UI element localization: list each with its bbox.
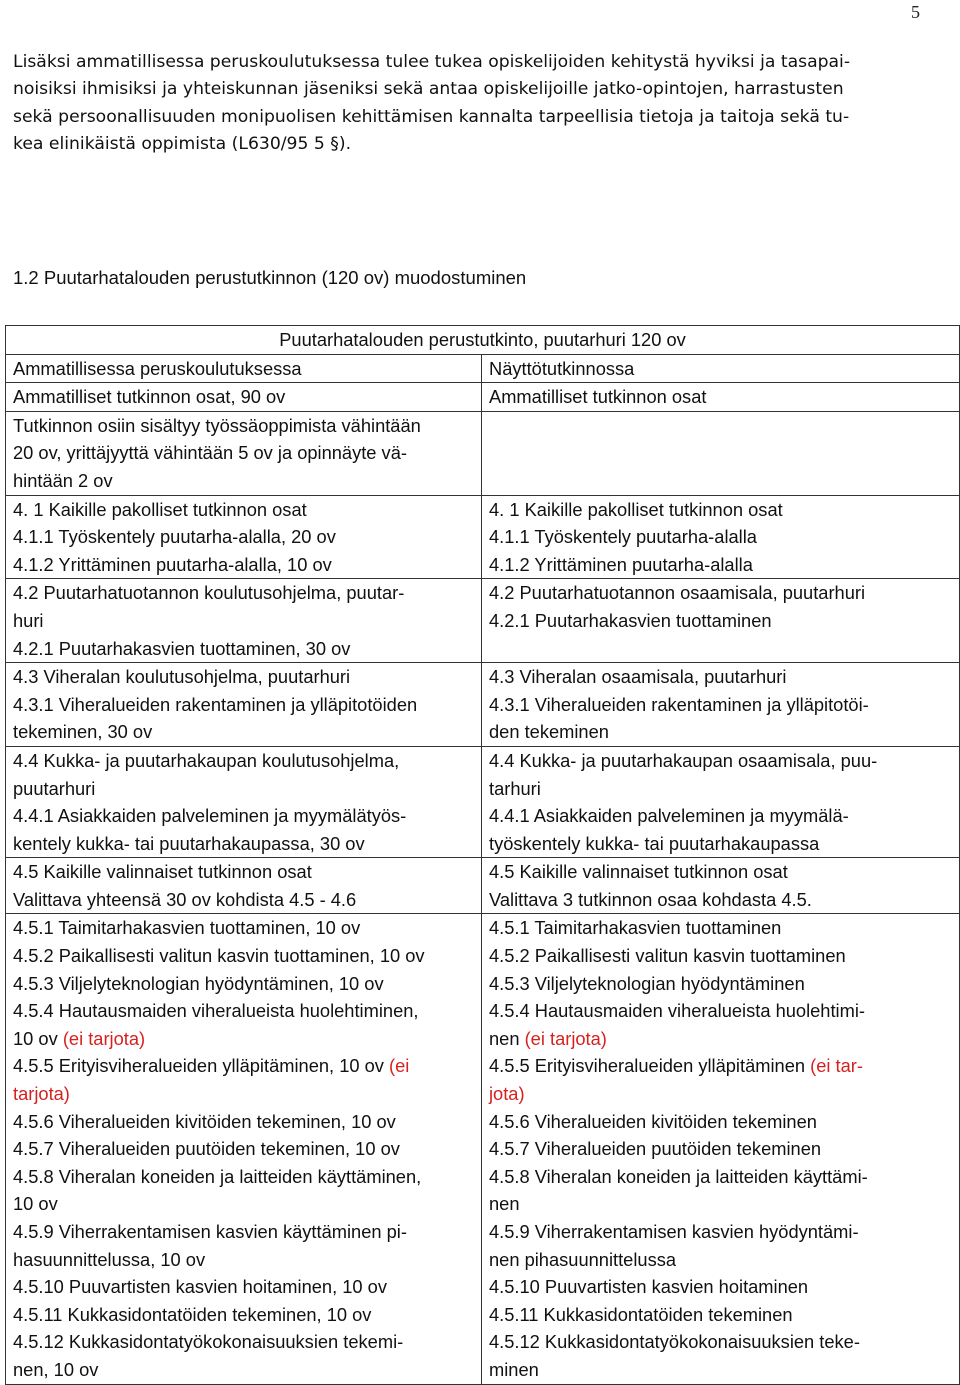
cell-text: 4.5.11 Kukkasidontatöiden tekeminen (489, 1303, 793, 1325)
cell-line (13, 970, 474, 998)
not-offered-note: (ei tarjota) (62, 1027, 146, 1049)
cell-text: Tutkinnon osiin sisältyy työssäoppimista vähintään (13, 414, 421, 436)
cell-line (489, 1052, 952, 1080)
cell-text: 4.5.11 Kukkasidontatöiden tekeminen, 10 ov (13, 1303, 372, 1325)
cell-text: 4.5.3 Viljelyteknologian hyödyntäminen, 10 ov (13, 972, 384, 994)
page-number: 5 (911, 2, 920, 22)
cell-line (13, 1080, 474, 1108)
cell-line (489, 1218, 952, 1246)
cell-line (489, 802, 952, 830)
cell-line (13, 663, 474, 691)
cell-text: 4.1.1 Työskentely puutarha-alalla, 20 ov (13, 526, 336, 548)
cell-text: 4.3.1 Viheralueiden rakentaminen ja ylläpitotöiden (13, 693, 418, 715)
cell-text: Valittava 3 tutkinnon osaa kohdasta 4.5. (489, 888, 812, 910)
qualification-table (5, 325, 960, 1385)
cell-line (13, 997, 474, 1025)
cell-line (489, 718, 952, 746)
cell-text: 4. 1 Kaikille pakolliset tutkinnon osat (489, 498, 783, 520)
cell-line (13, 858, 474, 886)
cell-text: puutarhuri (13, 777, 96, 799)
cell-text: 4.5.1 Taimitarhakasvien tuottaminen (489, 917, 782, 939)
cell-line (13, 439, 474, 467)
cell-text: 10 ov (13, 1027, 63, 1049)
cell-line (489, 886, 952, 914)
cell-text: 10 ov (13, 1193, 58, 1215)
cell-text: 4.5.12 Kukkasidontatyökokonaisuuksien tekemi- (13, 1331, 404, 1353)
cell-line (13, 830, 474, 858)
cell-line (489, 523, 952, 551)
cell-text: 4.5 Kaikille valinnaiset tutkinnon osat (489, 861, 788, 883)
table-cell-left (6, 579, 482, 663)
cell-text: 4.5.5 Erityisviheralueiden ylläpitäminen (489, 1055, 811, 1077)
cell-text: 4.5.4 Hautausmaiden viheralueista huolehtiminen, (13, 1000, 419, 1022)
cell-text: nen, 10 ov (13, 1358, 99, 1380)
cell-line (13, 467, 474, 495)
cell-line (13, 1218, 474, 1246)
table-row (6, 411, 960, 495)
table-cell-left (6, 914, 482, 1384)
cell-line (13, 579, 474, 607)
table-cell-right (482, 663, 960, 747)
cell-text: nen pihasuunnittelussa (489, 1248, 677, 1270)
cell-text: 4.4.1 Asiakkaiden palveleminen ja myymälä- (489, 805, 849, 827)
cell-line (13, 942, 474, 970)
column-header-right: Näyttötutkinnossa (482, 354, 960, 383)
cell-text: 4.4 Kukka- ja puutarhakaupan koulutusohjelma, (13, 749, 400, 771)
cell-line (489, 1190, 952, 1218)
not-offered-note: (ei tar- (810, 1055, 863, 1077)
intro-line: sekä persoonallisuuden monipuolisen kehittämisen kannalta tarpeellisia tietoja ja taitoja sekä tu- (13, 106, 850, 127)
cell-line (13, 1328, 474, 1356)
table-cell-left (6, 663, 482, 747)
cell-line (13, 1301, 474, 1329)
cell-line (489, 1328, 952, 1356)
cell-text: 20 ov, yrittäjyyttä vähintään 5 ov ja opinnäyte vä- (13, 442, 407, 464)
cell-text: 4.5.7 Viheralueiden puutöiden tekeminen, 10 ov (13, 1138, 400, 1160)
cell-text: tarhuri (489, 777, 541, 799)
cell-line (13, 802, 474, 830)
table-cell-left (6, 411, 482, 495)
cell-text: 4.5.2 Paikallisesti valitun kasvin tuottaminen (489, 945, 846, 967)
cell-text: 4.5.7 Viheralueiden puutöiden tekeminen (489, 1138, 822, 1160)
cell-line (489, 1163, 952, 1191)
cell-line (13, 1163, 474, 1191)
cell-line (13, 1356, 474, 1384)
cell-text: 4.5.8 Viheralan koneiden ja laitteiden käyttäminen, (13, 1165, 422, 1187)
cell-line (489, 1025, 952, 1053)
cell-text: 4.2 Puutarhatuotannon osaamisala, puutarhuri (489, 582, 866, 604)
cell-text: tekeminen, 30 ov (13, 721, 153, 743)
table-cell-right (482, 858, 960, 914)
cell-text: 4. 1 Kaikille pakolliset tutkinnon osat (13, 498, 307, 520)
table-cell-right (482, 411, 960, 495)
cell-line (13, 691, 474, 719)
cell-line (13, 496, 474, 524)
cell-line (13, 523, 474, 551)
cell-line (489, 551, 952, 579)
cell-text: 4.2.1 Puutarhakasvien tuottaminen, 30 ov (13, 637, 351, 659)
table-row (6, 746, 960, 857)
cell-text: 4.5.6 Viheralueiden kivitöiden tekeminen, 10 ov (13, 1110, 396, 1132)
cell-line (13, 1273, 474, 1301)
sub-header-right: Ammatilliset tutkinnon osat (482, 383, 960, 412)
cell-text: 4.2.1 Puutarhakasvien tuottaminen (489, 609, 772, 631)
cell-text: 4.5.4 Hautausmaiden viheralueista huolehtimi- (489, 1000, 865, 1022)
cell-text: den tekeminen (489, 721, 609, 743)
cell-line (13, 1052, 474, 1080)
table-row (6, 858, 960, 914)
cell-text: 4.5.10 Puuvartisten kasvien hoitaminen (489, 1276, 809, 1298)
cell-line (13, 1025, 474, 1053)
table-body (6, 354, 960, 1384)
cell-text: 4.5.9 Viherrakentamisen kasvien käyttäminen pi- (13, 1221, 407, 1242)
cell-text: 4.3 Viheralan osaamisala, puutarhuri (489, 666, 787, 688)
cell-line (489, 997, 952, 1025)
cell-text: 4.2 Puutarhatuotannon koulutusohjelma, puutar- (13, 582, 405, 604)
cell-line (13, 551, 474, 579)
table-row (6, 663, 960, 747)
table-row (6, 579, 960, 663)
cell-text: Valittava yhteensä 30 ov kohdista 4.5 - 4.6 (13, 888, 357, 910)
table-title: Puutarhatalouden perustutkinto, puutarhuri 120 ov (6, 326, 960, 355)
cell-text: 4.1.1 Työskentely puutarha-alalla (489, 526, 757, 548)
table-row (6, 914, 960, 1384)
cell-text: nen (489, 1027, 525, 1049)
cell-line (489, 579, 952, 607)
intro-line: Lisäksi ammatillisessa peruskoulutuksessa tulee tukea opiskelijoiden kehitystä hyviksi ja tasapai- (13, 52, 851, 72)
cell-text: 4.5.12 Kukkasidontatyökokonaisuuksien teke- (489, 1331, 860, 1353)
cell-text: 4.1.2 Yrittäminen puutarha-alalla (489, 553, 753, 575)
cell-text: huri (13, 609, 44, 631)
table-cell-right (482, 495, 960, 579)
cell-text: 4.1.2 Yrittäminen puutarha-alalla, 10 ov (13, 553, 332, 575)
cell-line (13, 886, 474, 914)
cell-text: 4.5.8 Viheralan koneiden ja laitteiden käyttämi- (489, 1165, 868, 1187)
cell-line (489, 775, 952, 803)
intro-paragraph (13, 49, 923, 158)
cell-line (13, 635, 474, 663)
sub-header-left: Ammatilliset tutkinnon osat, 90 ov (6, 383, 482, 412)
not-offered-note: (ei (389, 1055, 410, 1077)
cell-text: 4.5.9 Viherrakentamisen kasvien hyödyntämi- (489, 1221, 859, 1242)
cell-line (13, 412, 474, 440)
cell-line (489, 914, 952, 942)
cell-line (489, 858, 952, 886)
cell-text: 4.5.2 Paikallisesti valitun kasvin tuottaminen, 10 ov (13, 945, 425, 967)
cell-line (489, 1080, 952, 1108)
cell-text: hasuunnittelussa, 10 ov (13, 1248, 206, 1270)
cell-line (489, 1135, 952, 1163)
cell-line (489, 1301, 952, 1329)
table-cell-right (482, 579, 960, 663)
table-cell-left (6, 746, 482, 857)
cell-line (13, 914, 474, 942)
cell-text: 4.5.3 Viljelyteknologian hyödyntäminen (489, 972, 805, 994)
cell-text: 4.5 Kaikille valinnaiset tutkinnon osat (13, 861, 312, 883)
sub-header-row (6, 383, 960, 412)
cell-text: nen (489, 1193, 520, 1215)
cell-line (489, 1356, 952, 1384)
table-cell-left (6, 858, 482, 914)
cell-line (13, 1108, 474, 1136)
cell-line (489, 830, 952, 858)
cell-line (13, 747, 474, 775)
cell-line (13, 1135, 474, 1163)
cell-text: minen (489, 1358, 539, 1380)
not-offered-note: tarjota) (13, 1083, 70, 1105)
cell-line (489, 607, 952, 635)
column-header-row (6, 354, 960, 383)
cell-line (489, 1108, 952, 1136)
table-title-row (6, 326, 960, 355)
section-heading: 1.2 Puutarhatalouden perustutkinnon (120 ov) muodostuminen (13, 267, 527, 288)
column-header-left: Ammatillisessa peruskoulutuksessa (6, 354, 482, 383)
cell-line (489, 496, 952, 524)
cell-text: 4.3.1 Viheralueiden rakentaminen ja ylläpitotöi- (489, 693, 869, 715)
table-cell-right (482, 746, 960, 857)
cell-line (489, 970, 952, 998)
table-row (6, 495, 960, 579)
cell-line (13, 718, 474, 746)
cell-text: työskentely kukka- tai puutarhakaupassa (489, 832, 820, 854)
not-offered-note: jota) (489, 1083, 525, 1105)
cell-line (13, 1190, 474, 1218)
cell-text: 4.5.1 Taimitarhakasvien tuottaminen, 10 ov (13, 917, 361, 939)
cell-text: kentely kukka- tai puutarhakaupassa, 30 ov (13, 832, 365, 854)
cell-line (13, 775, 474, 803)
intro-line: kea elinikäistä oppimista (L630/95 5 §). (13, 133, 352, 154)
cell-line (13, 607, 474, 635)
cell-text: 4.4.1 Asiakkaiden palveleminen ja myymälätyös- (13, 805, 407, 827)
not-offered-note: (ei tarjota) (524, 1027, 607, 1049)
cell-text: 4.3 Viheralan koulutusohjelma, puutarhuri (13, 666, 351, 688)
table-cell-left (6, 495, 482, 579)
cell-line (489, 942, 952, 970)
cell-line (489, 691, 952, 719)
cell-line (489, 1246, 952, 1274)
cell-line (489, 747, 952, 775)
table-cell-right (482, 914, 960, 1384)
cell-text: hintään 2 ov (13, 469, 113, 491)
cell-line (489, 663, 952, 691)
cell-text: 4.4 Kukka- ja puutarhakaupan osaamisala, puu- (489, 749, 878, 771)
intro-line: noisiksi ihmisiksi ja yhteiskunnan jäseniksi sekä antaa opiskelijoille jatko-opintojen, harrastusten (13, 79, 844, 100)
cell-line (13, 1246, 474, 1274)
cell-line (489, 1273, 952, 1301)
cell-text: 4.5.10 Puuvartisten kasvien hoitaminen, 10 ov (13, 1276, 387, 1298)
cell-text: 4.5.6 Viheralueiden kivitöiden tekeminen (489, 1110, 817, 1132)
cell-text: 4.5.5 Erityisviheralueiden ylläpitäminen, 10 ov (13, 1055, 389, 1077)
